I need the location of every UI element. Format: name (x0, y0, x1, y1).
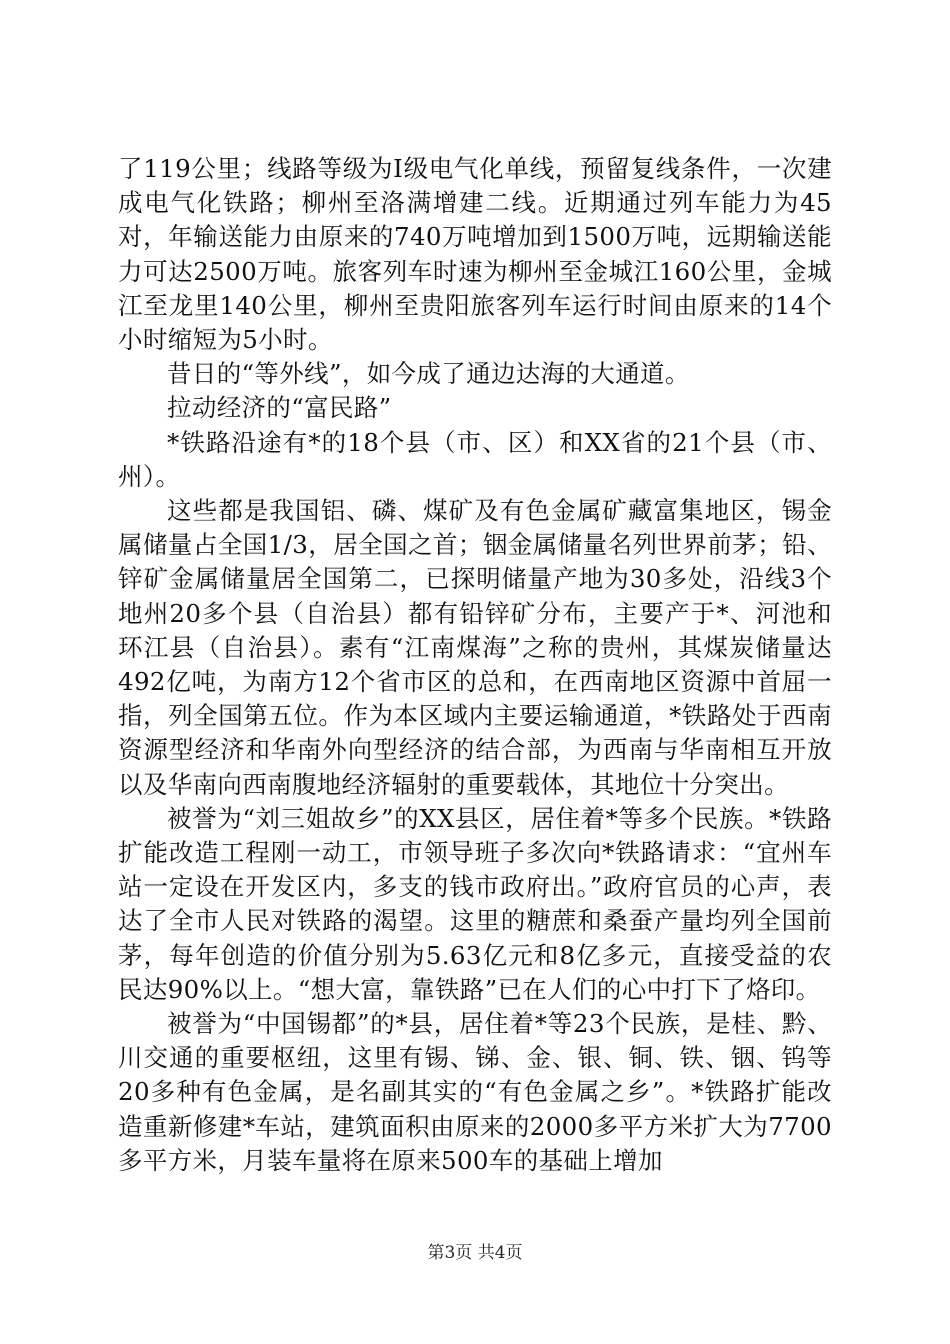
paragraph-tin-capital: 被誉为“中国锡都”的*县，居住着*等23个民族，是桂、黔、川交通的重要枢纽，这里有锡、锑、金、银、铜、铁、铟、钨等20多种有色金属，是名副其实的“有色金属之乡”。*铁路扩能改造重新修建*车站，建筑面积由原来的2000多平方米扩大为7700多平方米，月装车量将在原来500车的基础上增加 (118, 1009, 832, 1175)
paragraph-grand-channel: 昔日的“等外线”，如今成了通边达海的大通道。 (167, 359, 690, 389)
paragraph-mineral-resources: 这些都是我国铝、磷、煤矿及有色金属矿藏富集地区，锡金属储量占全国1/3，居全国之首；铟金属储量名列世界前茅；铅、锌矿金属储量居全国第二，已探明储量产地为30多处，沿线3个地州20多个县（自治县）都有铅锌矿分布，主要产于*、河池和环江县（自治县）。素有“江南煤海”之称的贵州，其煤炭储量达492亿吨，为南方12个省市区的总和，在西南地区资源中首屈一指，列全国第五位。作为本区域内主要运输通道，*铁路处于西南资源型经济和华南外向型经济的结合部，为西南与华南相互开放以及华南向西南腹地经济辐射的重要载体，其地位十分突出。 (118, 496, 832, 799)
paragraph-line-capacity: 了119公里；线路等级为Ⅰ级电气化单线，预留复线条件，一次建成电气化铁路；柳州至洛满增建二线。近期通过列车能力为45对，年输送能力由原来的740万吨增加到1500万吨，远期输送能力可达2500万吨。旅客列车时速为柳州至金城江160公里，金城江至龙里140公里，柳州至贵阳旅客列车运行时间由原来的14个小时缩短为5小时。 (118, 154, 832, 355)
document-body (118, 152, 832, 1178)
paragraph-liu-sanjie-hometown: 被誉为“刘三姐故乡”的XX县区，居住着*等多个民族。*铁路扩能改造工程刚一动工，市领导班子多次向*铁路请求：“宜州车站一定设在开发区内，多支的钱市政府出。”政府官员的心声，表达了全市人民对铁路的渴望。这里的糖蔗和桑蚕产量均列全国前茅，每年创造的价值分别为5.63亿元和8亿多元，直接受益的农民达90%以上。“想大富，靠铁路”已在人们的心中打下了烙印。 (118, 803, 832, 1004)
paragraph-counties: *铁路沿途有*的18个县（市、区）和XX省的21个县（市、州）。 (118, 427, 832, 491)
page-number: 第3页 共4页 (427, 1243, 523, 1263)
section-heading-rich-road: 拉动经济的“富民路” (167, 393, 392, 423)
